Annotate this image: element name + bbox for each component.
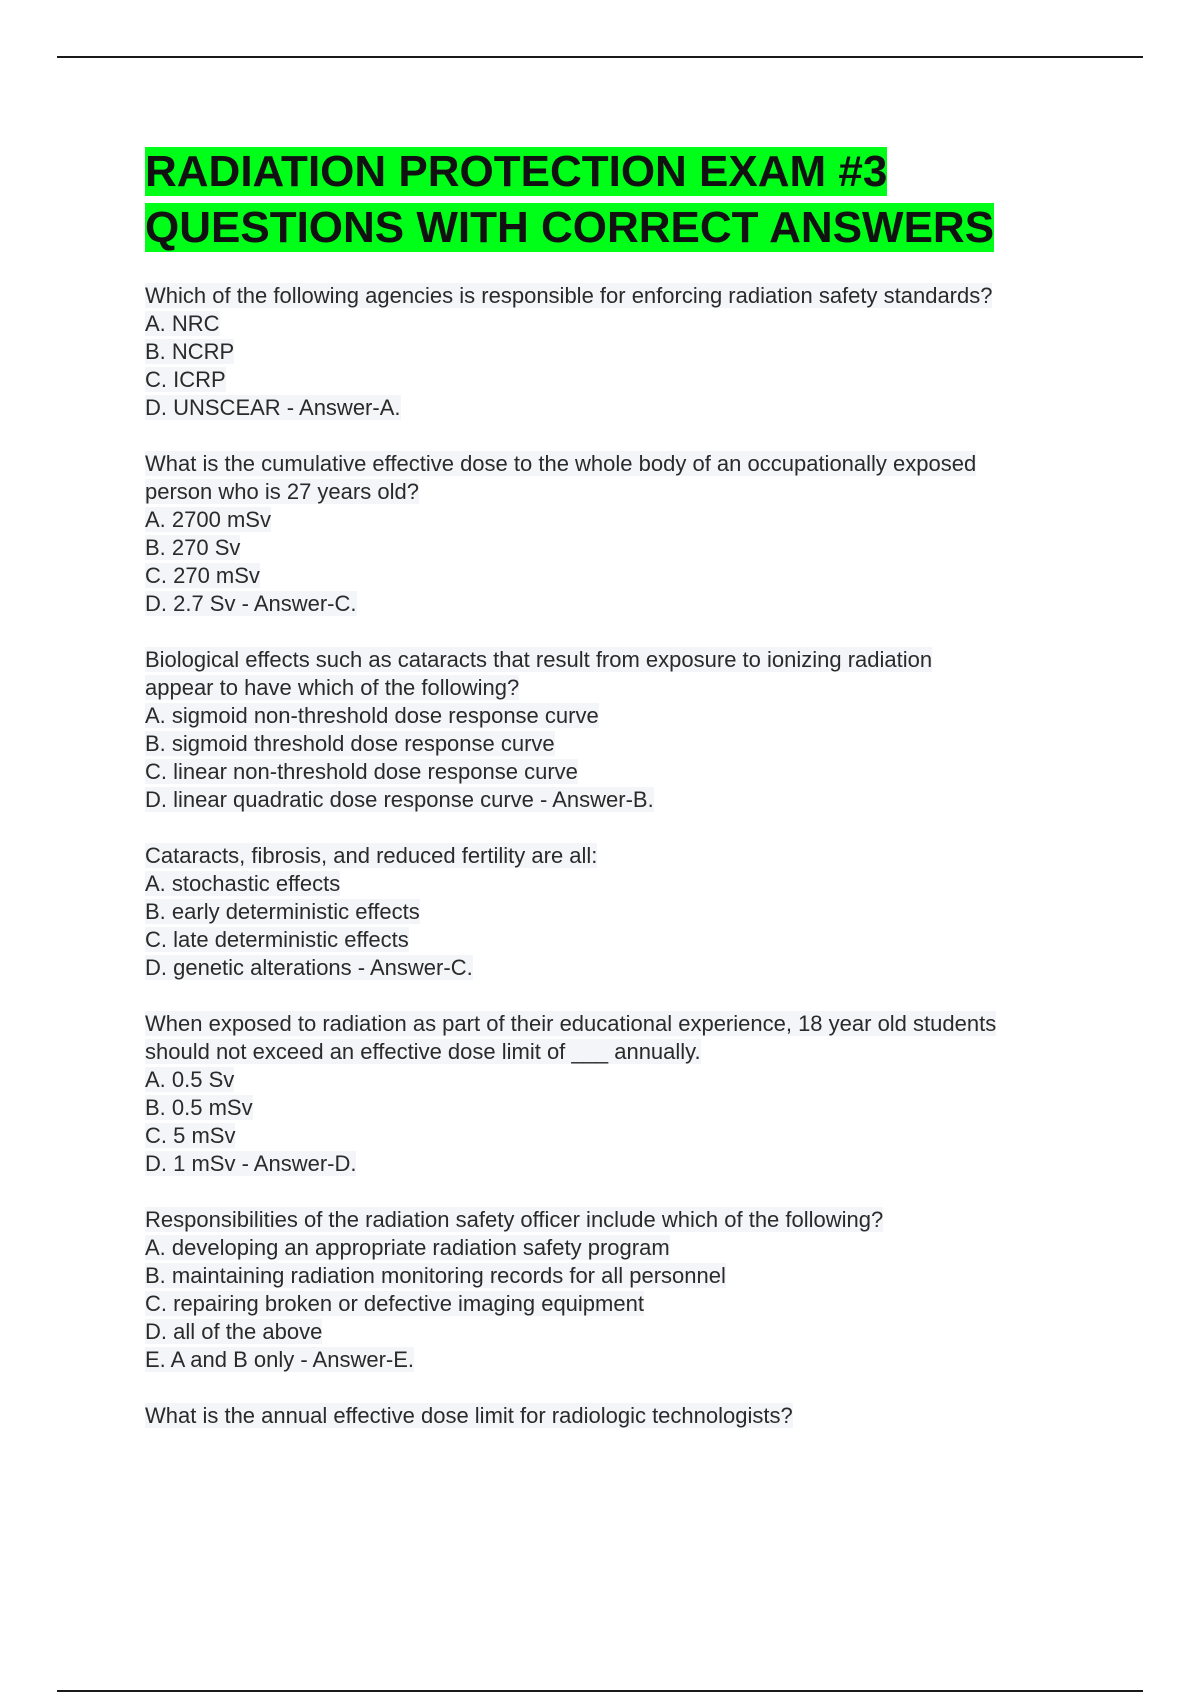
question-block xyxy=(145,1010,1085,1178)
bottom-rule xyxy=(57,1690,1143,1692)
answer-option: D. UNSCEAR - Answer-A. xyxy=(145,395,401,420)
question-text: appear to have which of the following? xyxy=(145,675,520,700)
question-text: What is the annual effective dose limit for radiologic technologists? xyxy=(145,1403,793,1428)
answer-option: C. 5 mSv xyxy=(145,1123,236,1148)
answer-option: B. 0.5 mSv xyxy=(145,1095,253,1120)
answer-option: D. 2.7 Sv - Answer-C. xyxy=(145,591,357,616)
answer-option: C. ICRP xyxy=(145,367,226,392)
question-block xyxy=(145,1206,1085,1374)
answer-option: D. all of the above xyxy=(145,1319,323,1344)
answer-option: D. genetic alterations - Answer-C. xyxy=(145,955,473,980)
answer-option: B. 270 Sv xyxy=(145,535,241,560)
question-text: Biological effects such as cataracts that result from exposure to ionizing radiation xyxy=(145,647,933,672)
answer-option: A. sigmoid non-threshold dose response curve xyxy=(145,703,599,728)
answer-option: D. 1 mSv - Answer-D. xyxy=(145,1151,357,1176)
title-line-2: QUESTIONS WITH CORRECT ANSWERS xyxy=(145,203,995,252)
question-text: person who is 27 years old? xyxy=(145,479,419,504)
question-block xyxy=(145,646,1085,814)
answer-option: B. sigmoid threshold dose response curve xyxy=(145,731,555,756)
answer-option: E. A and B only - Answer-E. xyxy=(145,1347,415,1372)
answer-option: D. linear quadratic dose response curve - Answer-B. xyxy=(145,787,654,812)
answer-option: B. NCRP xyxy=(145,339,235,364)
question-text: What is the cumulative effective dose to the whole body of an occupationally exposed xyxy=(145,451,977,476)
answer-option: B. early deterministic effects xyxy=(145,899,420,924)
document-body xyxy=(145,144,1085,1458)
question-block xyxy=(145,842,1085,982)
answer-option: C. late deterministic effects xyxy=(145,927,409,952)
answer-option: B. maintaining radiation monitoring records for all personnel xyxy=(145,1263,726,1288)
question-text: Responsibilities of the radiation safety officer include which of the following? xyxy=(145,1207,884,1232)
question-block xyxy=(145,282,1085,422)
question-text: Which of the following agencies is responsible for enforcing radiation safety standards? xyxy=(145,283,993,308)
answer-option: A. 0.5 Sv xyxy=(145,1067,235,1092)
question-block xyxy=(145,1402,1085,1430)
answer-option: A. stochastic effects xyxy=(145,871,341,896)
question-text: When exposed to radiation as part of their educational experience, 18 year old students xyxy=(145,1011,997,1036)
title-line-1: RADIATION PROTECTION EXAM #3 xyxy=(145,147,888,196)
question-text: should not exceed an effective dose limit of ___ annually. xyxy=(145,1039,701,1064)
answer-option: C. repairing broken or defective imaging equipment xyxy=(145,1291,644,1316)
answer-option: A. 2700 mSv xyxy=(145,507,271,532)
answer-option: C. 270 mSv xyxy=(145,563,260,588)
answer-option: C. linear non-threshold dose response curve xyxy=(145,759,578,784)
answer-option: A. developing an appropriate radiation safety program xyxy=(145,1235,670,1260)
question-block xyxy=(145,450,1085,618)
top-rule xyxy=(57,56,1143,58)
document-title xyxy=(145,144,1085,256)
answer-option: A. NRC xyxy=(145,311,220,336)
question-text: Cataracts, fibrosis, and reduced fertility are all: xyxy=(145,843,598,868)
